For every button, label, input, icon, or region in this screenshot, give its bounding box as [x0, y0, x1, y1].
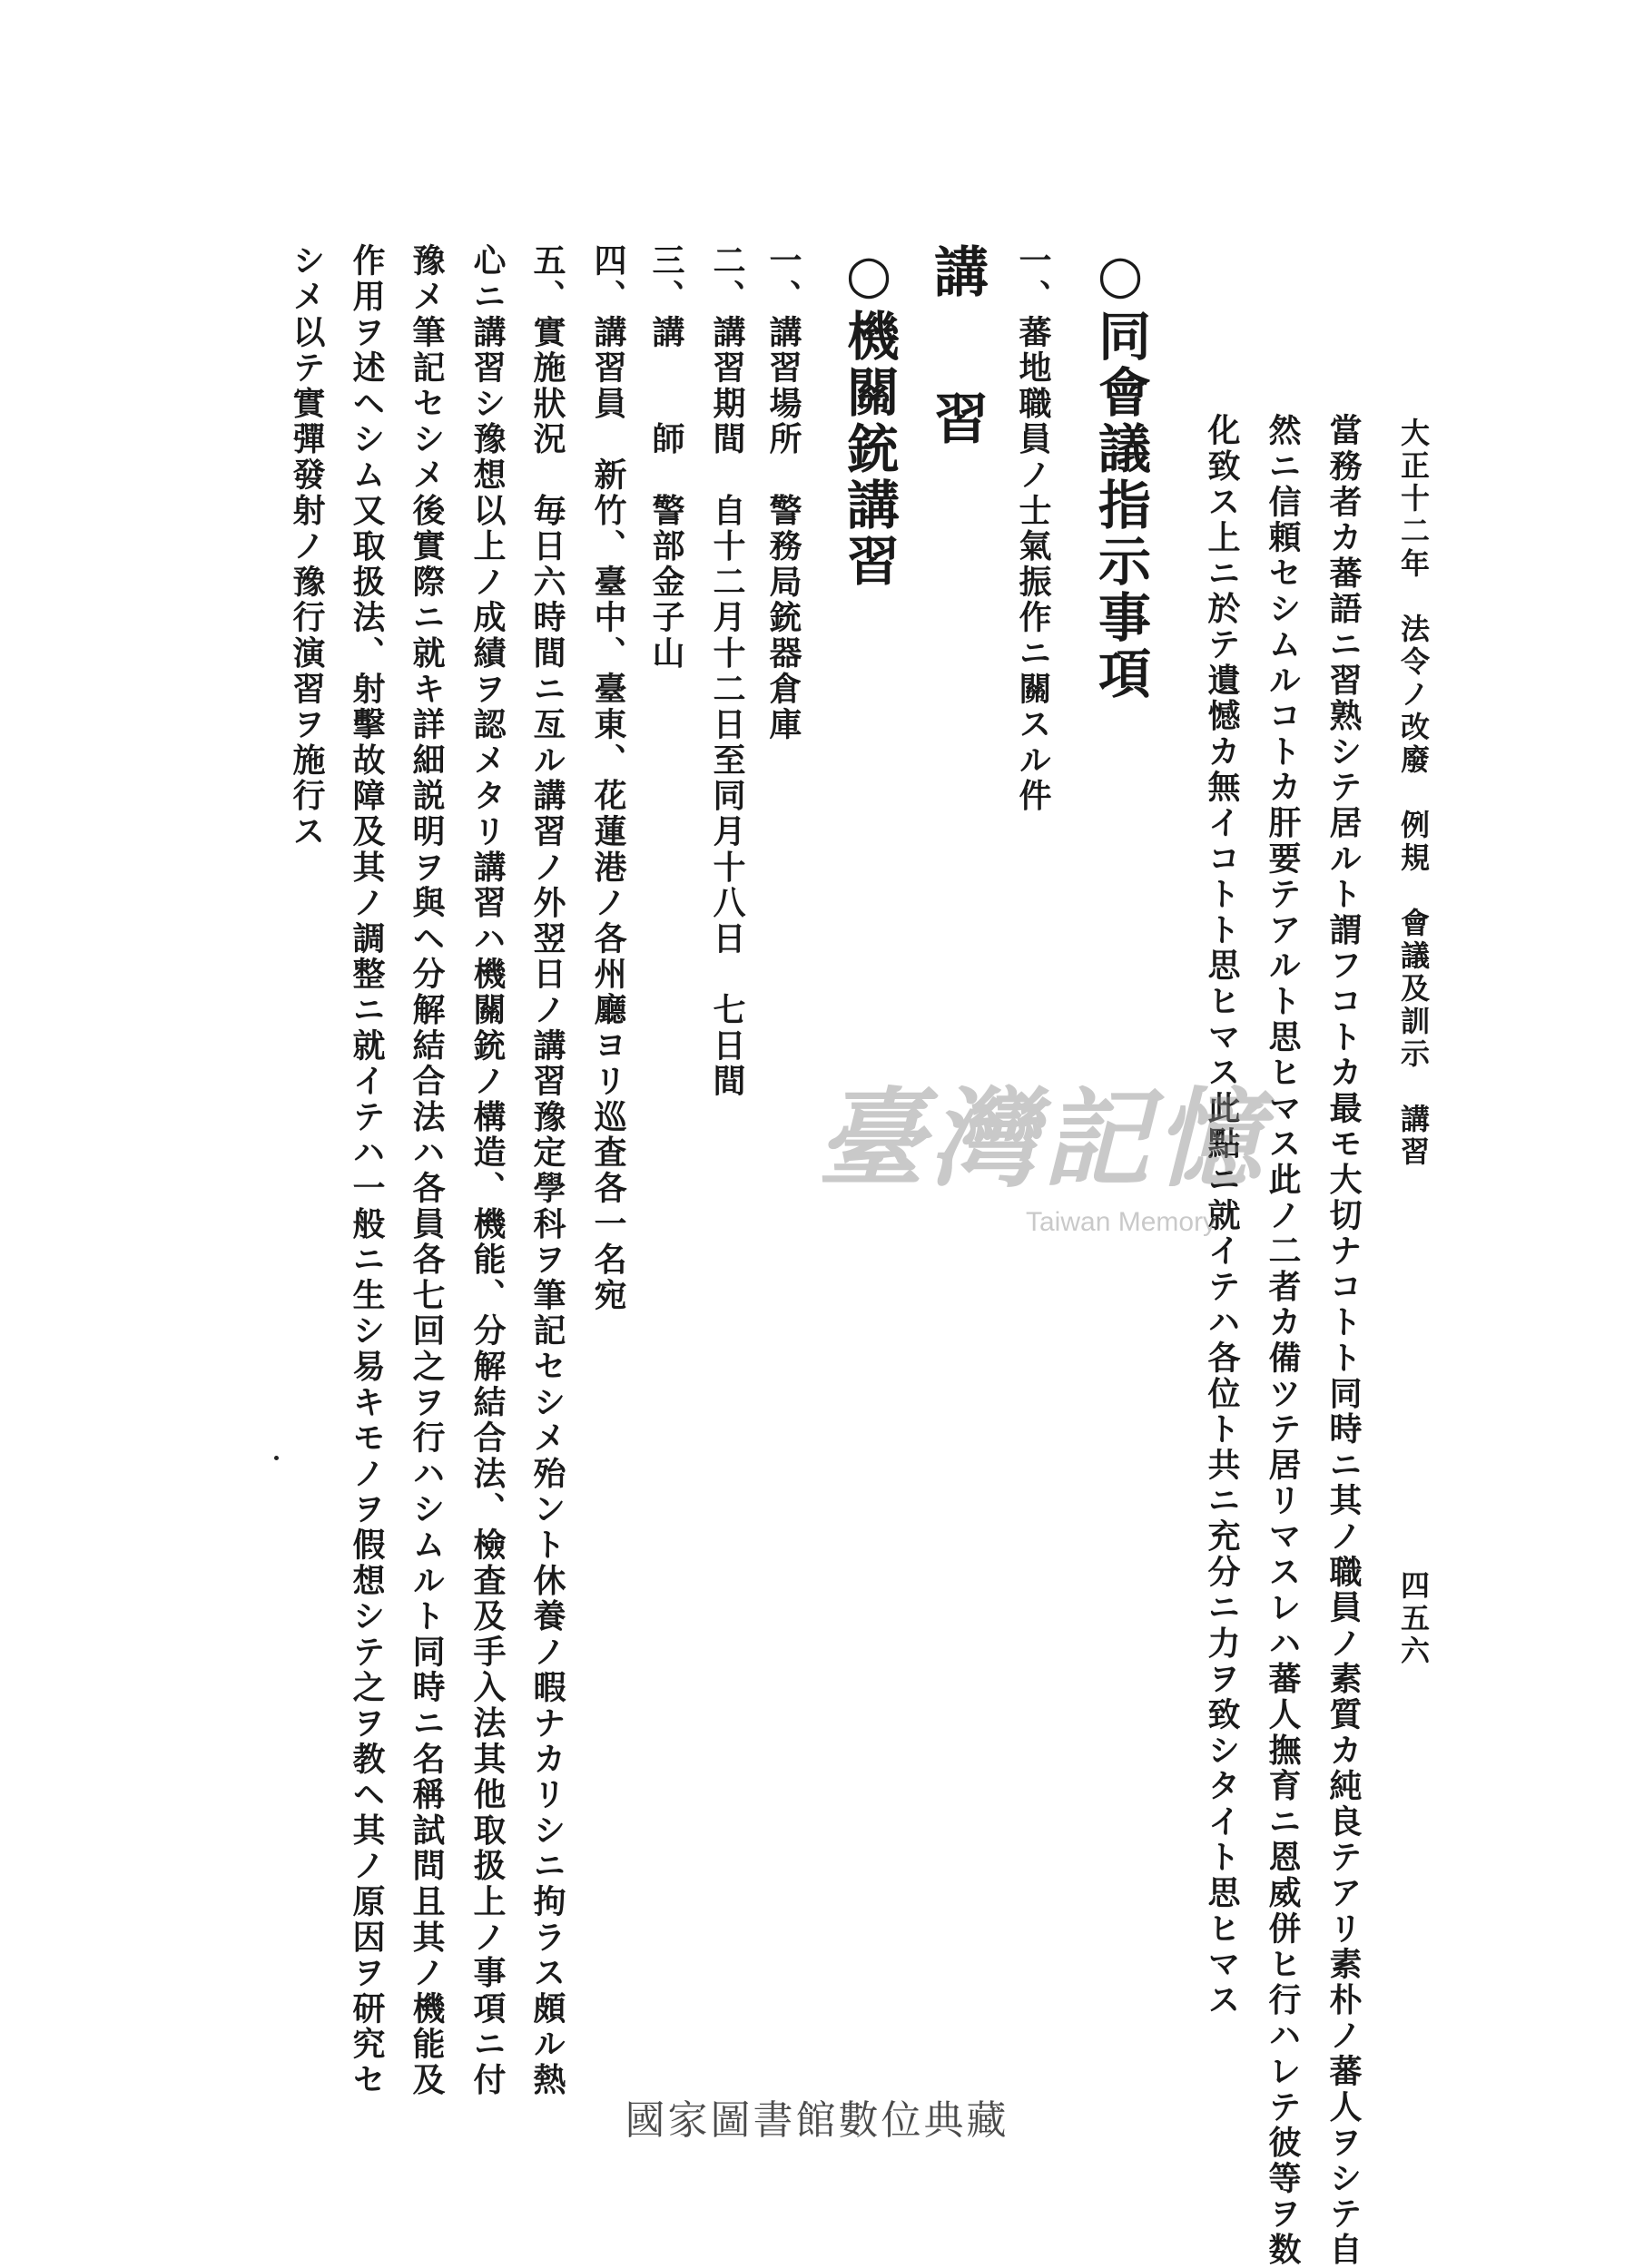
watermark-logo-text: 臺灣記憶: [817, 1075, 1268, 1202]
page-number: 四五六: [1396, 1570, 1431, 1668]
section-heading-char-2: 習: [925, 390, 989, 448]
item-5-line-3: 豫メ筆記セシメ後實際ニ就キ詳細説明ヲ與ヘ分解結合法ハ各員各七回之ヲ行ハシムルト同時ニ名稱試問且其ノ機能及: [408, 243, 446, 2098]
item-5-line-5: シメ以テ實彈發射ノ豫行演習ヲ施行ス: [288, 243, 326, 850]
item-2: 二、講習期間 自十二月十二日至同月十八日 七日間: [708, 243, 746, 1100]
item-1: 一、講習場所 警務局銃器倉庫: [764, 243, 802, 743]
item-4: 四、講習員 新竹、臺中、臺東、花蓮港ノ各州廳ヨリ巡査各一名宛: [589, 243, 627, 1313]
watermark-english: Taiwan Memory: [1026, 1207, 1217, 1237]
item-5-line-2: 心ニ講習シ豫想以上ノ成績ヲ認メタリ講習ハ機關銃ノ構造、機能、分解結合法、檢査及手入法其他取扱上ノ事項ニ付: [468, 243, 507, 2098]
item-5-line-1: 五、實施狀況 毎日六時間ニ亙ル講習ノ外翌日ノ講習豫定學科ヲ筆記セシメ殆ント休養ノ暇ナカリシニ拘ラス頗ル熱: [528, 243, 566, 2098]
meeting-item-1: 一、蕃地職員ノ士氣振作ニ關スル件: [1014, 243, 1052, 814]
body-column-2: 然ニ信頼セシムルコトカ肝要テアルト思ヒマス此ノ二者カ備ツテ居リマスレハ蕃人撫育ニ恩威併ヒ行ハレテ彼等ヲ数: [1264, 413, 1302, 2268]
item-3: 三、講 師 警部金子山: [647, 243, 685, 672]
sub-heading: ○機關銃講習: [838, 243, 900, 590]
item-5-line-4: 作用ヲ述ヘシム又取扱法、射擊故障及其ノ調整ニ就イテハ一般ニ生シ易キモノヲ假想シテ之ヲ教ヘ其ノ原因ヲ研究セ: [348, 243, 386, 2098]
library-footer: 國家圖書館數位典藏: [625, 2097, 1009, 2144]
running-title: 大正十二年 法令ノ改廢 例規 會議及訓示 講習: [1396, 417, 1431, 1169]
body-column-3: 化致ス上ニ於テ遺憾カ無イコトト思ヒマス此點ニ就イテハ各位ト共ニ充分ニ力ヲ致シタイト思ヒマス: [1203, 413, 1241, 2018]
ink-speck: [274, 1456, 279, 1460]
meeting-heading: ○同會議指示事項: [1089, 243, 1151, 702]
body-column-1: 當務者カ蕃語ニ習熟シテ居ルト謂フコトカ最モ大切ナコトト同時ニ其ノ職員ノ素質カ純良テアリ素朴ノ蕃人ヲシテ自: [1324, 413, 1363, 2268]
section-heading-char-1: 講: [925, 243, 989, 301]
taiwan-memory-watermark: [817, 1053, 1325, 1271]
